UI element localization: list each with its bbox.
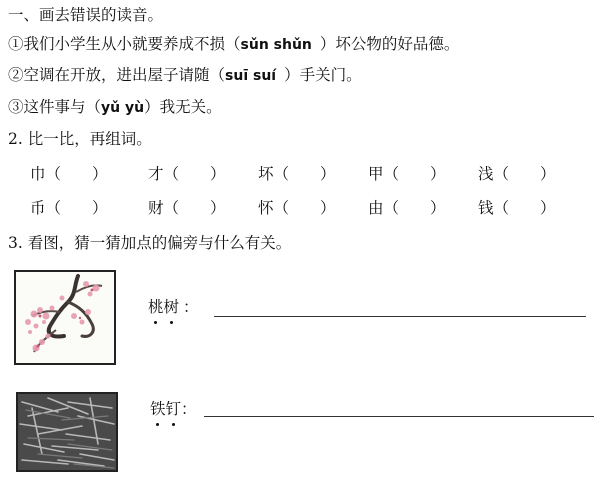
nails-photo [18, 394, 116, 470]
iron-nail-answer-line[interactable] [204, 416, 594, 417]
q3-pinyin: yǔ yù [101, 100, 145, 116]
peach-tree-image [14, 270, 116, 365]
iron-nail-label [150, 398, 197, 420]
compare-item: 浅（ ） [478, 165, 556, 183]
compare-item: 坏（ ） [258, 165, 336, 183]
section3-heading: 3. 看图，猜一猜加点的偏旁与什么有关。 [8, 234, 292, 252]
compare-item: 怀（ ） [258, 199, 336, 217]
question-2 [8, 64, 362, 87]
q1-pinyin: sǔn shǔn [240, 37, 312, 53]
compare-item: 由（ ） [368, 199, 446, 217]
iron-char: 铁 [150, 400, 166, 418]
peach-tree-answer-line[interactable] [214, 316, 586, 317]
section1-heading: 一、画去错误的读音。 [8, 6, 164, 24]
compare-item: 巾（ ） [30, 165, 108, 183]
q1-post: ）坏公物的好品德。 [319, 35, 460, 53]
colon: ： [181, 400, 197, 418]
question-3 [8, 96, 222, 119]
colon: ： [183, 298, 199, 316]
compare-item: 币（ ） [30, 199, 108, 217]
iron-nail-image [16, 392, 118, 472]
compare-item: 甲（ ） [368, 165, 446, 183]
nail-char: 钉 [165, 400, 182, 418]
peach-char: 桃 [148, 298, 164, 316]
compare-item: 财（ ） [148, 199, 226, 217]
tree-char: 树 [163, 298, 180, 316]
q2-pre: ②空调在开放，进出屋子请随（ [8, 66, 226, 84]
q2-pinyin: suī suí [225, 68, 277, 84]
compare-item: 钱（ ） [478, 199, 556, 217]
question-1 [8, 33, 459, 56]
q1-pre: ①我们小学生从小就要养成不损（ [8, 35, 241, 53]
peach-tree-label [148, 296, 199, 318]
q3-pre: ③这件事与（ [8, 98, 102, 116]
q2-post: ）手关门。 [284, 66, 362, 84]
q3-post: ）我无关。 [144, 98, 222, 116]
section2-heading: 2. 比一比，再组词。 [8, 130, 152, 148]
compare-item: 才（ ） [148, 165, 226, 183]
peach-blossom-painting [16, 272, 114, 363]
